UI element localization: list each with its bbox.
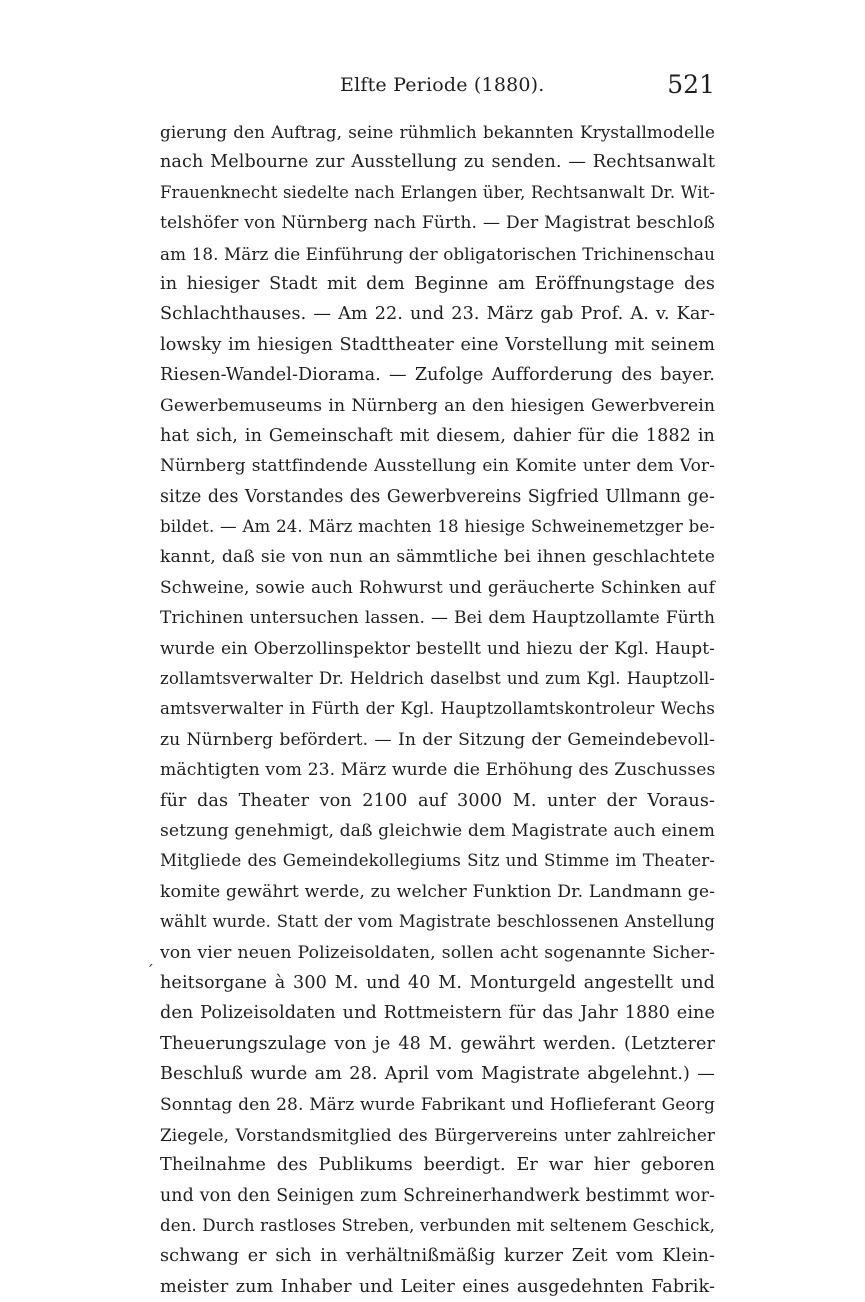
text-line: Mitgliede des Gemeindekollegiums Sitz und Stimme im Theater- <box>160 851 715 871</box>
text-line: Beschluß wurde am 28. April vom Magistrate abgelehnt.) — <box>160 1064 715 1085</box>
text-line: bildet. — Am 24. März machten 18 hiesige Schweinemetzger be- <box>160 517 715 537</box>
text-line: von vier neuen Polizeisoldaten, sollen acht sogenannte Sicher- <box>160 942 715 963</box>
text-line: und von den Seinigen zum Schreinerhandwerk bestimmt wor- <box>160 1185 715 1206</box>
text-line: schwang er sich in verhältnißmäßig kurzer Zeit vom Klein- <box>160 1246 715 1267</box>
text-line: telshöfer von Nürnberg nach Fürth. — Der Magistrat beschloß <box>160 213 715 234</box>
text-line: kannt, daß sie von nun an sämmtliche bei ihnen geschlachtete <box>160 547 715 568</box>
text-line: sitze des Vorstandes des Gewerbvereins Sigfried Ullmann ge- <box>160 486 715 507</box>
text-line: Schlachthauses. — Am 22. und 23. März gab Prof. A. v. Kar- <box>160 304 715 325</box>
text-line: Gewerbemuseums in Nürnberg an den hiesigen Gewerbverein <box>160 395 715 416</box>
running-head <box>160 70 715 104</box>
text-line: für das Theater von 2100 auf 3000 M. unter der Voraus- <box>160 790 715 811</box>
text-line: Trichinen untersuchen lassen. — Bei dem Hauptzollamte Fürth <box>160 608 715 629</box>
running-title: Elfte Periode (1880). <box>340 74 545 96</box>
text-line: heitsorgane à 300 M. und 40 M. Monturgeld angestellt und <box>160 972 715 993</box>
text-line: den Polizeisoldaten und Rottmeistern für das Jahr 1880 eine <box>160 1003 715 1024</box>
text-line: Riesen-Wandel-Diorama. — Zufolge Aufforderung des bayer. <box>160 365 715 386</box>
text-line: setzung genehmigt, daß gleichwie dem Magistrate auch einem <box>160 820 716 841</box>
margin-mark: ´ <box>146 962 154 981</box>
text-line: Frauenknecht siedelte nach Erlangen über, Rechtsanwalt Dr. Wit- <box>160 182 715 202</box>
text-line: Ziegele, Vorstandsmitglied des Bürgervereins unter zahlreicher <box>160 1124 715 1145</box>
text-line: Theuerungszulage von je 48 M. gewährt werden. (Letzterer <box>160 1033 715 1054</box>
page-number: 521 <box>667 70 715 99</box>
text-line: zu Nürnberg befördert. — In der Sitzung der Gemeindebevoll- <box>160 729 715 750</box>
text-line: mächtigten vom 23. März wurde die Erhöhung des Zuschusses <box>160 760 716 781</box>
text-line: lowsky im hiesigen Stadttheater eine Vorstellung mit seinem <box>160 334 715 355</box>
text-line: wurde ein Oberzollinspektor bestellt und hiezu der Kgl. Haupt- <box>160 638 715 659</box>
text-line: amtsverwalter in Fürth der Kgl. Hauptzollamtskontroleur Wechs <box>160 699 715 719</box>
text-line: Sonntag den 28. März wurde Fabrikant und Hoflieferant Georg <box>160 1094 715 1115</box>
text-line: Schweine, sowie auch Rohwurst und geräucherte Schinken auf <box>160 577 715 598</box>
text-line: hat sich, in Gemeinschaft mit diesem, dahier für die 1882 in <box>160 425 715 446</box>
text-line: den. Durch rastloses Streben, verbunden mit seltenem Geschick, <box>160 1216 715 1236</box>
text-line: Nürnberg stattfindende Ausstellung ein Komite unter dem Vor- <box>160 456 715 477</box>
text-line: Theilnahme des Publikums beerdigt. Er war hier geboren <box>160 1155 715 1176</box>
text-line: gierung den Auftrag, seine rühmlich bekannten Krystallmodelle <box>160 122 715 142</box>
body-text <box>160 117 715 1302</box>
text-line: nach Melbourne zur Ausstellung zu senden. — Rechtsanwalt <box>160 152 715 173</box>
text-line: meister zum Inhaber und Leiter eines ausgedehnten Fabrik- <box>160 1276 715 1297</box>
text-line: in hiesiger Stadt mit dem Beginne am Eröffnungstage des <box>160 273 715 294</box>
text-line: am 18. März die Einführung der obligatorischen Trichinenschau <box>160 243 715 264</box>
text-line: komite gewährt werde, zu welcher Funktion Dr. Landmann ge- <box>160 881 715 902</box>
text-line: zollamtsverwalter Dr. Heldrich daselbst und zum Kgl. Hauptzoll- <box>160 669 715 689</box>
text-line: wählt wurde. Statt der vom Magistrate beschlossenen Anstellung <box>160 912 715 932</box>
